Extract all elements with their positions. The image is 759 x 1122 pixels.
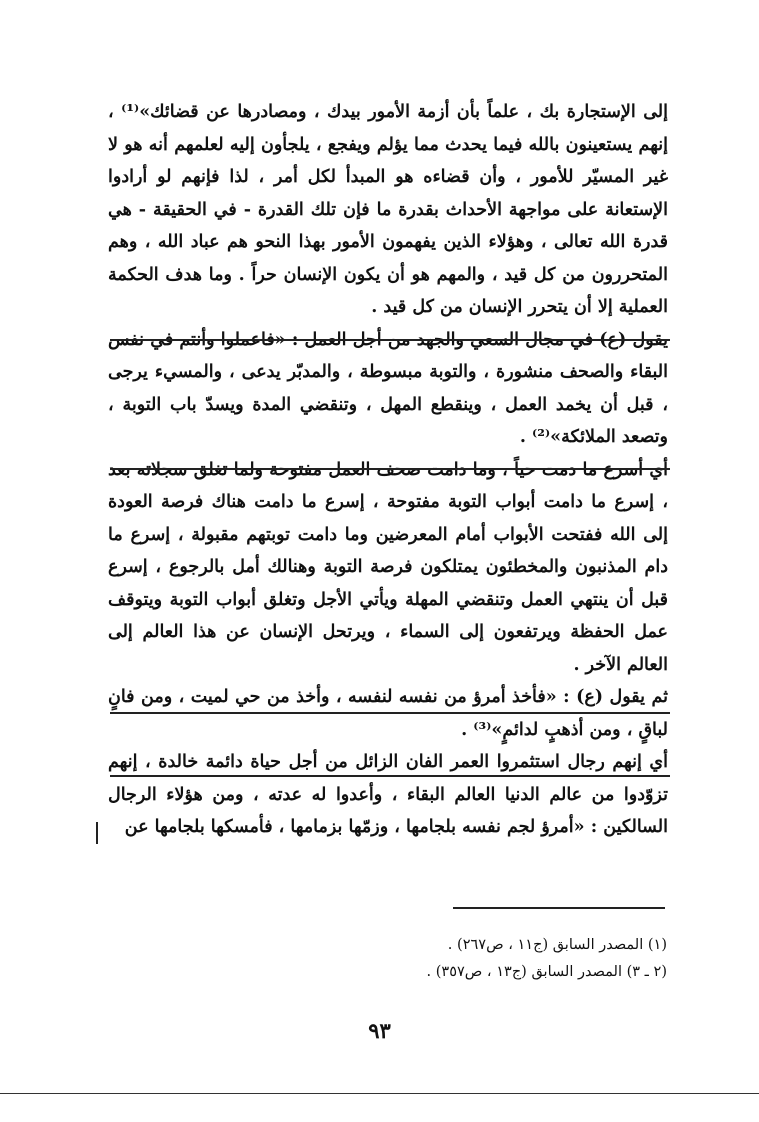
footnote-1: (١) المصدر السابق (ج١١ ، ص٢٦٧) . <box>447 937 667 953</box>
paragraph-divider-4 <box>110 775 670 777</box>
paragraph-divider-1 <box>110 339 670 341</box>
page-number: ٩٣ <box>368 1018 391 1043</box>
paragraph-divider-2 <box>110 468 670 470</box>
paragraph-4: ثم يقول (ع) : «فأخذ أمرؤ من نفسه لنفسه ، وأخذ من حي لميت ، ومن فانٍ لباقٍ ، ومن أذهبٍ لدائمٍ»⁽³⁾ . <box>108 687 668 740</box>
paragraph-divider-3 <box>110 712 670 714</box>
footnote-2: (٢ ـ ٣) المصدر السابق (ج١٣ ، ص٣٥٧) . <box>426 964 667 980</box>
footnotes <box>247 932 667 986</box>
paragraph-5: أي إنهم رجال استثمروا العمر الفان الزائل من أجل حياة دائمة خالدة ، إنهم تزوّدوا من عالم الدنيا العالم البقاء ، وأعدوا له عدته ، ومن هؤلاء الرجال السالكين : «أمرؤ لجم نفسه بلجامها ، وزمّها بزمامها ، فأمسكها بلجامها عن <box>108 752 668 837</box>
footnote-separator <box>453 907 665 909</box>
margin-mark <box>96 822 98 844</box>
paragraph-3: أي أسرع ما دمت حياً ، وما دامت صحف العمل مفتوحة ولما تغلق سجلاته بعد ، إسرع ما دامت أبواب التوبة مفتوحة ، إسرع ما دامت هناك فرصة العودة إلى الله ففتحت الأبواب أمام المعرضين وما دامت توبتهم مقبولة ، إسرع ما دام المذنبون والمخطئون يمتلكون فرصة التوبة وهنالك أمل بالرجوع ، إسرع قبل أن ينتهي العمل وتنقضي المهلة ويأتي الأجل وتغلق أبواب التوبة ويتوقف عمل الحفظة ويرتفعون إلى السماء ، ويرتحل الإنسان عن هذا العالم إلى العالم الآخر . <box>108 459 668 675</box>
paragraph-1: إلى الإستجارة بك ، علماً بأن أزمة الأمور بيدك ، ومصادرها عن قضائك»⁽¹⁾ ، إنهم يستعينون بالله فيما يحدث مما يؤلم ويفجع ، يلجأون إليه لعلمهم أنه هو لا غير المسيّر للأمور ، وأن قضاءه هو المبدأ لكل أمر ، لذا فإنهم لو أرادوا الإستعانة على مواجهة الأحداث بقدرة ما فإن تلك القدرة - في الحقيقة - هي قدرة الله تعالى ، وهؤلاء الذين يفهمون الأمور بهذا النحو هم عباد الله ، وهم المتحررون من كل قيد ، والمهم هو أن يكون الإنسان حراً . وما هدف الحكمة العملية إلا أن يتحرر الإنسان من كل قيد . <box>108 102 669 317</box>
bottom-edge-line <box>0 1093 759 1094</box>
paragraph-2: يقول (ع) في مجال السعي والجهد من أجل العمل : «فاعملوا وأنتم في نفس البقاء والصحف منشورة ، والتوبة مبسوطة ، والمدبّر يدعى ، والمسيء يرجى ، قبل أن يخمد العمل ، وينقطع المهل ، وتنقضي المدة ويسدّ باب التوبة ، وتصعد الملائكة»⁽²⁾ . <box>108 329 668 447</box>
